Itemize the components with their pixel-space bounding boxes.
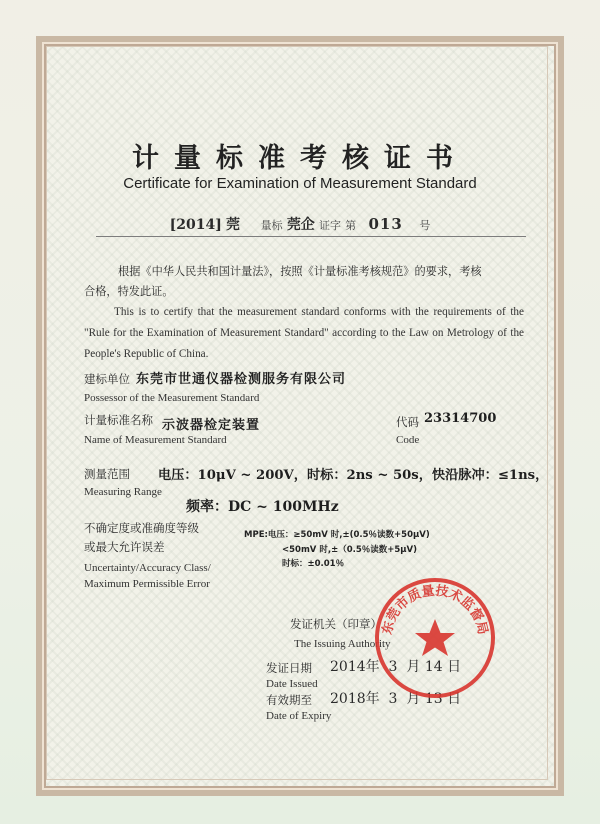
range-label-en: Measuring Range — [84, 486, 162, 498]
range-label-cn: 测量范围 — [84, 467, 130, 481]
seal-star-icon — [415, 619, 455, 656]
cert-prefix-bold: 莞企 — [286, 217, 315, 233]
expiry-year: 2018年 — [330, 691, 380, 707]
issue-year: 2014年 — [330, 659, 380, 675]
expiry-date-label-en: Date of Expiry — [266, 710, 332, 722]
mpe-line2: <50mV 时,±（0.5％读数+5μV) — [282, 545, 418, 555]
possessor-label-cn: 建标单位 — [84, 372, 130, 386]
mpe-line3: 时标：±0.01％ — [282, 559, 345, 569]
issue-month: 3 — [388, 659, 398, 675]
code-label-cn: 代码 — [396, 415, 419, 429]
seal-text: 东莞市质量技术监督局 — [379, 583, 491, 637]
title-chinese: 计量标准考核证书 — [132, 143, 468, 174]
uncertainty-label-en-2: Maximum Permissible Error — [84, 578, 210, 590]
statement-cn-line2: 合格，特发此证。 — [84, 285, 174, 298]
uncertainty-label-en-1: Uncertainty/Accuracy Class/ — [84, 562, 211, 574]
uncertainty-label-cn-2: 或最大允许误差 — [84, 540, 165, 554]
certificate-number — [0, 214, 600, 234]
expiry-month: 3 — [388, 691, 398, 707]
statement-cn-line1: 根据《中华人民共和国计量法》，按照《计量标准考核规范》的要求，考核 — [118, 265, 482, 278]
issue-month-unit: 月 — [406, 659, 421, 675]
cert-zhengzi: 证字 — [318, 219, 341, 232]
range-line1: 电压：10μV ~ 200V，时标：2ns ~ 50s，快沿脉冲：≤1ns， — [158, 468, 549, 483]
cert-number-underline — [96, 236, 526, 237]
range-line2: 频率：DC ~ 100MHz — [186, 499, 339, 515]
title-english: Certificate for Examination of Measurement Standard — [123, 175, 477, 192]
issuing-label-en: The Issuing Authority — [294, 638, 391, 650]
cert-number-value: 013 — [368, 215, 403, 233]
expiry-month-unit: 月 — [406, 691, 421, 707]
standard-name-value: 示波器检定装置 — [162, 418, 261, 433]
mpe-line1: MPE:电压：≥50mV 时,±(0.5％读数+50μV) — [244, 530, 430, 540]
expiry-day-unit: 日 — [447, 691, 462, 707]
cert-hao: 号 — [419, 219, 431, 232]
official-seal-icon — [372, 575, 498, 701]
cert-prefix-small: 量标 — [260, 219, 283, 232]
cert-year: [2014] — [169, 217, 222, 233]
standard-name-label-cn: 计量标准名称 — [84, 413, 153, 427]
uncertainty-label-cn-1: 不确定度或准确度等级 — [84, 521, 199, 535]
cert-di: 第 — [345, 219, 357, 232]
issue-day: 14 — [424, 659, 443, 675]
code-value: 23314700 — [424, 411, 497, 426]
issue-date-label-cn: 发证日期 — [266, 661, 312, 675]
standard-name-label-en: Name of Measurement Standard — [84, 434, 227, 446]
issuing-label-cn: 发证机关（印章） — [290, 617, 382, 631]
statement-chinese — [84, 262, 524, 302]
possessor-value: 东莞市世通仪器检测服务有限公司 — [136, 372, 347, 387]
statement-english: This is to certify that the measurement standard conforms with the requirements of the "Rule for the Examination of Measurement Standard" according to the Law on Metrology of the People's Republic of China. — [84, 306, 524, 360]
expiry-day: 13 — [424, 691, 443, 707]
possessor-label-en: Possessor of the Measurement Standard — [84, 392, 260, 404]
code-label-en: Code — [396, 434, 420, 446]
issue-date-label-en: Date Issued — [266, 678, 318, 690]
issue-day-unit: 日 — [447, 659, 462, 675]
expiry-date-label-cn: 有效期至 — [266, 693, 312, 707]
cert-region: 莞 — [226, 217, 240, 233]
